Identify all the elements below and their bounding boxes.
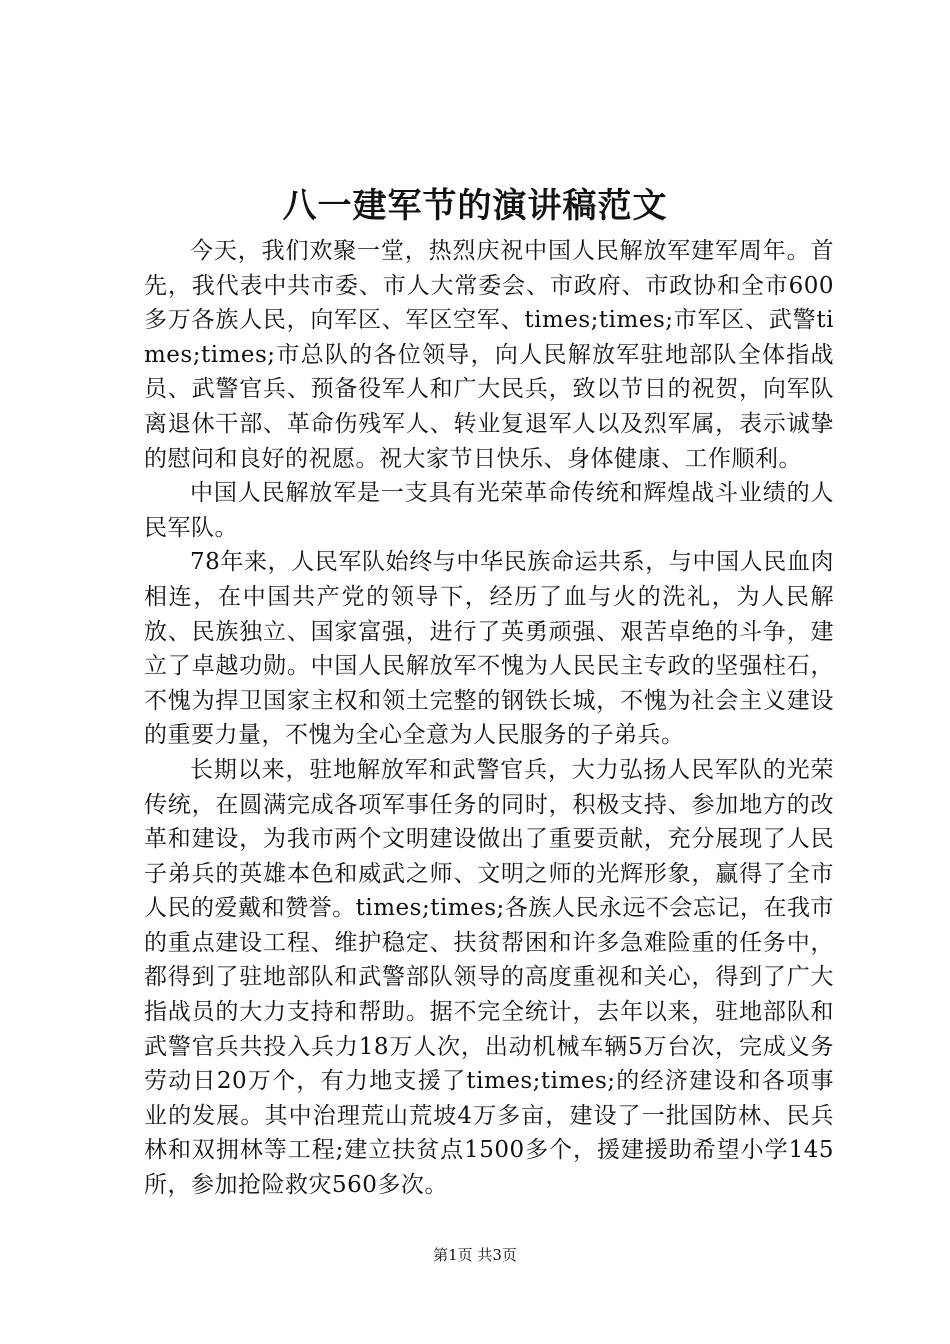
page-footer [0, 1244, 950, 1266]
paragraph-1: 今天，我们欢聚一堂，热烈庆祝中国人民解放军建军周年。首先，我代表中共市委、市人大常委会、市政府、市政协和全市600多万各族人民，向军区、军区空军、times;times;市军区、武警times;times;市总队的各位领导，向人民解放军驻地部队全体指战员、武警官兵、预备役军人和广大民兵，致以节日的祝贺，向军队离退休干部、革命伤残军人、转业复退军人以及烈军属，表示诚挚的慰问和良好的祝愿。祝大家节日快乐、身体健康、工作顺利。 [144, 238, 834, 472]
document-body [144, 234, 834, 1203]
document-title: 八一建军节的演讲稿范文 [282, 186, 668, 226]
page-number: 第1页 共3页 [433, 1246, 517, 1264]
paragraph-3: 78年来，人民军队始终与中华民族命运共系，与中国人民血肉相连，在中国共产党的领导下，经历了血与火的洗礼，为人民解放、民族独立、国家富强，进行了英勇顽强、艰苦卓绝的斗争，建立了卓越功勋。中国人民解放军不愧为人民民主专政的坚强柱石，不愧为捍卫国家主权和领土完整的钢铁长城，不愧为社会主义建设的重要力量，不愧为全心全意为人民服务的子弟兵。 [144, 549, 834, 749]
paragraph-4: 长期以来，驻地解放军和武警官兵，大力弘扬人民军队的光荣传统，在圆满完成各项军事任务的同时，积极支持、参加地方的改革和建设，为我市两个文明建设做出了重要贡献，充分展现了人民子弟兵的英雄本色和威武之师、文明之师的光辉形象，赢得了全市人民的爱戴和赞誉。times;times;各族人民永远不会忘记，在我市的重点建设工程、维护稳定、扶贫帮困和许多急难险重的任务中，都得到了驻地部队和武警部队领导的高度重视和关心，得到了广大指战员的大力支持和帮助。据不完全统计，去年以来，驻地部队和武警官兵共投入兵力18万人次，出动机械车辆5万台次，完成义务劳动日20万个，有力地支援了times;times;的经济建设和各项事业的发展。其中治理荒山荒坡4万多亩，建设了一批国防林、民兵林和双拥林等工程;建立扶贫点1500多个，援建援助希望小学145所，参加抢险救灾560多次。 [144, 756, 834, 1199]
paragraph-2: 中国人民解放军是一支具有光荣革命传统和辉煌战斗业绩的人民军队。 [144, 480, 834, 541]
